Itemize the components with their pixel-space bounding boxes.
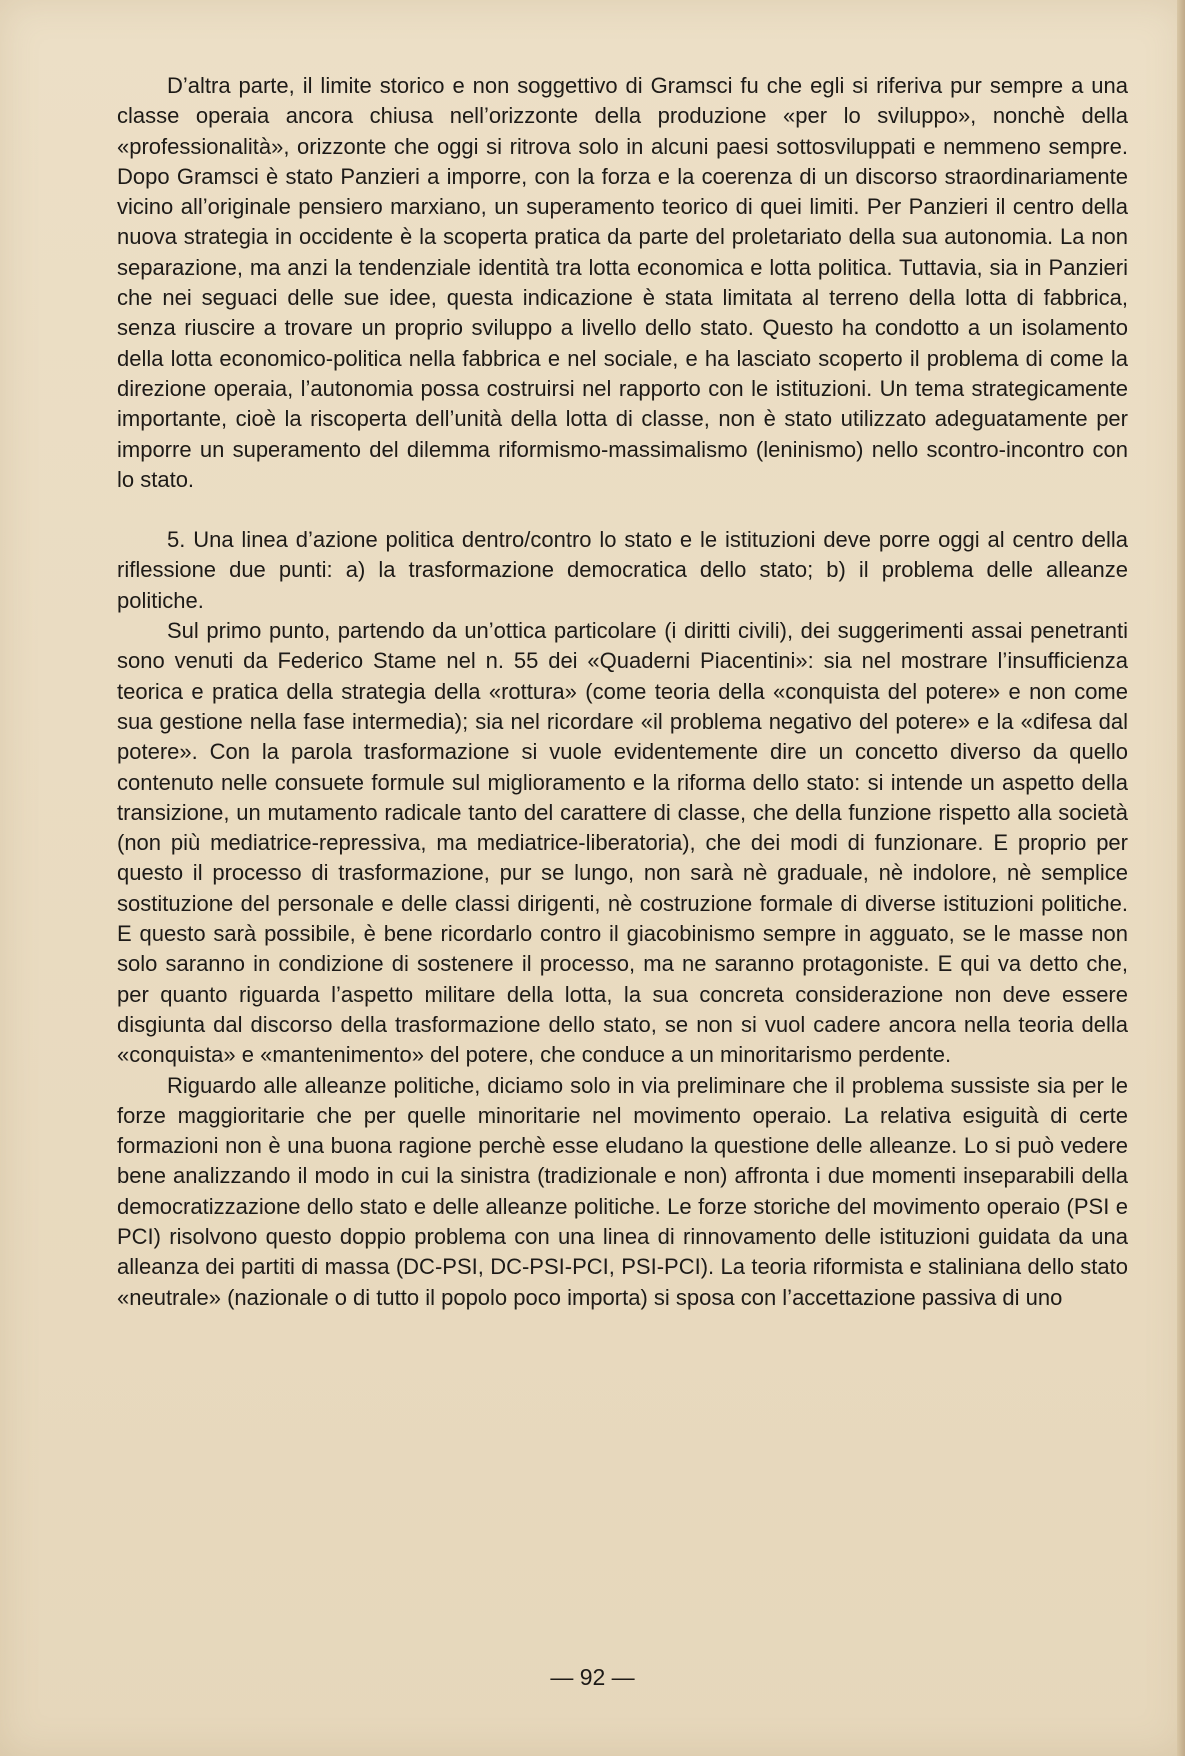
- page-number: — 92 —: [550, 1664, 635, 1690]
- paragraph-alleanze: Riguardo alle alleanze politiche, diciamo solo in via preliminare che il problema sussiste sia per le forze maggioritarie che per quelle minoritarie nel movimento operaio. La relativa esiguità di certe formazioni non è una buona ragione perchè esse eludano la questione delle alleanze. Lo si può vedere bene analizzando il modo in cui la sinistra (tradizionale e non) affronta i due momenti inseparabili della democratizzazione dello stato e delle alleanze politiche. Le forze storiche del movimento operaio (PSI e PCI) risolvono questo doppio problema con una linea di rinnovamento delle istituzioni guidata da una alleanza dei partiti di massa (DC-PSI, DC-PSI-PCI, PSI-PCI). La teoria riformista e staliniana dello stato «neutrale» (nazionale o di tutto il popolo poco importa) si sposa con l’accettazione passiva di uno: [117, 1072, 1128, 1310]
- body-text: [117, 71, 1128, 1313]
- paragraph-trasformazione: Sul primo punto, partendo da un’ottica particolare (i diritti civili), dei suggerimenti assai penetranti sono venuti da Federico Stame nel n. 55 dei «Quaderni Piacentini»: sia nel mostrare l’insufficienza teorica e pratica della strategia della «rottura» (come teoria della «conquista del potere» e non come sua gestione nella fase intermedia); sia nel ricordare «il problema negativo del potere» e la «difesa dal potere». Con la parola trasformazione si vuole evidentemente dire un concetto diverso da quello contenuto nelle consuete formule sul miglioramento e la riforma dello stato: si intende un aspetto della transizione, un mutamento radicale tanto del carattere di classe, che della funzione rispetto alla società (non più mediatrice-repressiva, ma mediatrice-liberatoria), che dei modi di funzionare. E proprio per questo il processo di trasformazione, pur se lungo, non sarà nè graduale, nè indolore, nè semplice sostituzione del personale e delle classi dirigenti, nè costruzione formale di diverse istituzioni politiche. E questo sarà possibile, è bene ricordarlo contro il giacobinismo sempre in agguato, se le masse non solo saranno in condizione di sostenere il processo, ma ne saranno protagoniste. E qui va detto che, per quanto riguarda l’aspetto militare della lotta, la sua concreta considerazione non deve essere disgiunta dal discorso della trasformazione dello stato, se non si vuol cadere ancora nella teoria della «conquista» e «mantenimento» del potere, che conduce a un minoritarismo perdente.: [117, 618, 1128, 1068]
- page-edge: [1177, 0, 1185, 1756]
- paragraph-section-5: 5. Una linea d’azione politica dentro/contro lo stato e le istituzioni deve porre oggi al centro della riflessione due punti: a) la trasformazione democratica dello stato; b) il problema delle alleanze politiche.: [117, 527, 1128, 613]
- paragraph-gramsci-panzieri: D’altra parte, il limite storico e non soggettivo di Gramsci fu che egli si riferiva pur sempre a una classe operaia ancora chiusa nell’orizzonte della produzione «per lo sviluppo», nonchè della «professionalità», orizzonte che oggi si ritrova solo in alcuni paesi sottosviluppati e nemmeno sempre. Dopo Gramsci è stato Panzieri a imporre, con la forza e la coerenza di un discorso straordinariamente vicino all’originale pensiero marxiano, un superamento teorico di quei limiti. Per Panzieri il centro della nuova strategia in occidente è la scoperta pratica da parte del proletariato della sua autonomia. La non separazione, ma anzi la tendenziale identità tra lotta economica e lotta politica. Tuttavia, sia in Panzieri che nei seguaci delle sue idee, questa indicazione è stata limitata al terreno della lotta di fabbrica, senza riuscire a trovare un proprio sviluppo a livello dello stato. Questo ha condotto a un isolamento della lotta economico-politica nella fabbrica e nel sociale, e ha lasciato scoperto il problema di come la direzione operaia, l’autonomia possa costruirsi nel rapporto con le istituzioni. Un tema strategicamente importante, cioè la riscoperta dell’unità della lotta di classe, non è stato utilizzato adeguatamente per imporre un superamento del dilemma riformismo-massimalismo (leninismo) nello scontro-incontro con lo stato.: [117, 73, 1128, 492]
